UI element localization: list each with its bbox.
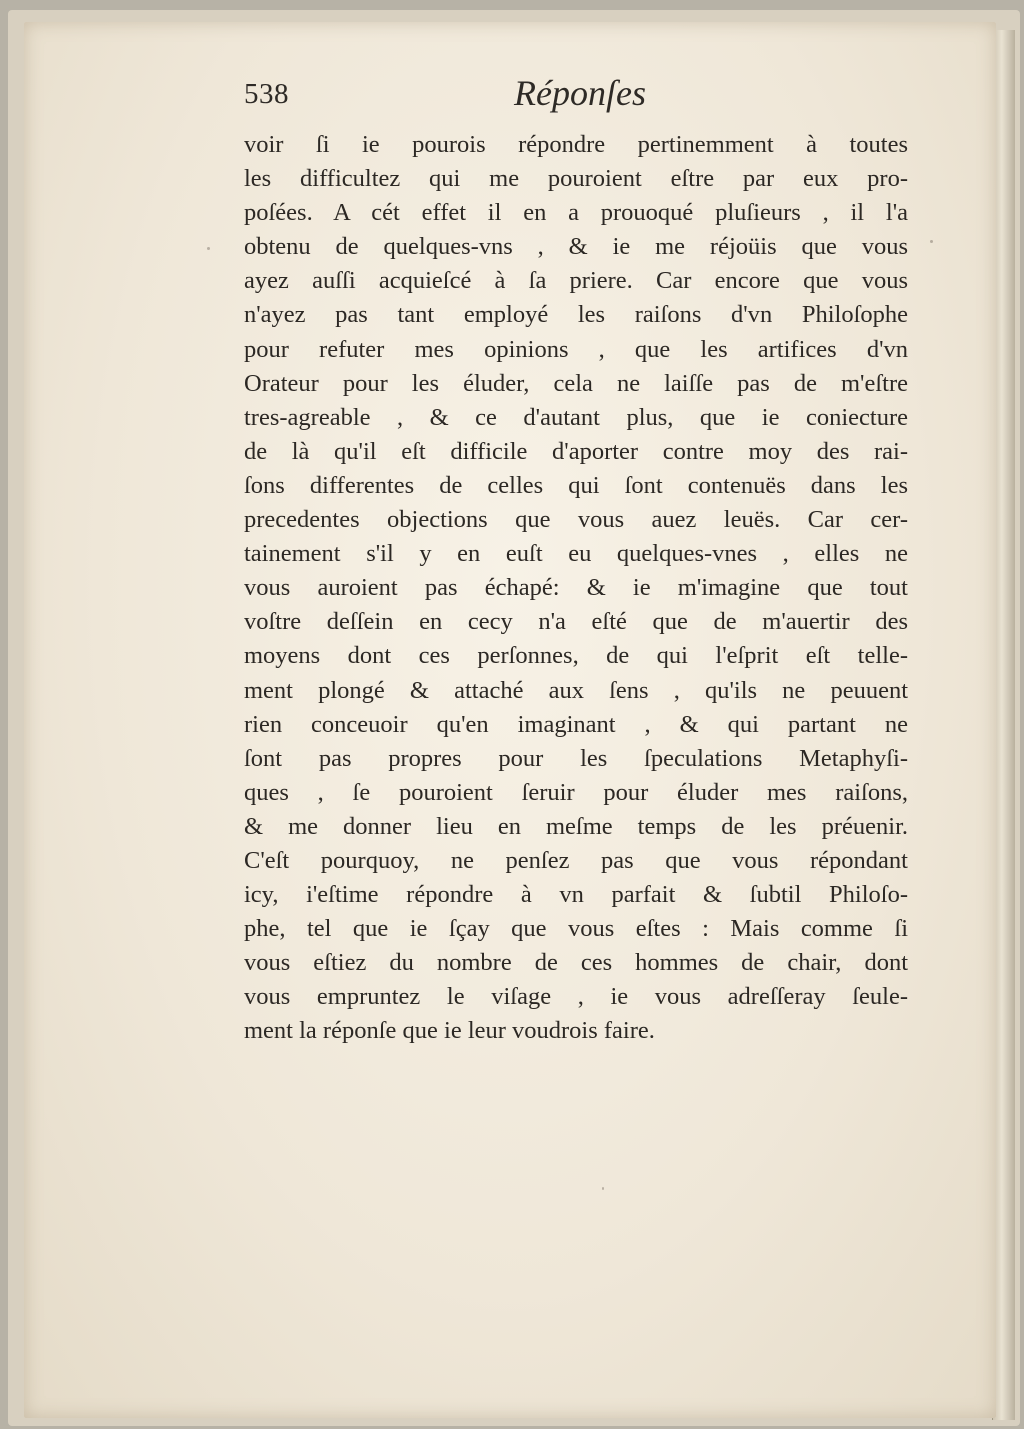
text-line: C'eſt pourquoy, ne penſez pas que vous répondant: [244, 846, 908, 874]
text-line: precedentes objections que vous auez leuës. Car cer-: [244, 506, 908, 534]
text-line: icy, i'eſtime répondre à vn parfait & ſubtil Philoſo-: [244, 881, 908, 909]
text-line: n'ayez pas tant employé les raiſons d'vn Philoſophe: [244, 301, 908, 329]
text-line: de là qu'il eſt difficile d'aporter contre moy des rai-: [244, 437, 908, 465]
paper-speck: [930, 240, 933, 243]
text-line: ques , ſe pouroient ſeruir pour éluder mes raiſons,: [244, 778, 908, 806]
text-line: poſées. A cét effet il en a prouoqué pluſieurs , il l'a: [244, 199, 908, 227]
text-line: voſtre deſſein en cecy n'a eſté que de m'auertir des: [244, 608, 908, 636]
text-line: ſons differentes de celles qui ſont contenuës dans les: [244, 471, 908, 499]
text-line: tainement s'il y en euſt eu quelques-vnes , elles ne: [244, 540, 908, 568]
text-line: voir ſi ie pourois répondre pertinemment à toutes: [244, 131, 908, 158]
text-line: phe, tel que ie ſçay que vous eſtes : Mais comme ſi: [244, 915, 908, 943]
text-line: vous eſtiez du nombre de ces hommes de chair, dont: [244, 949, 908, 977]
text-line: moyens dont ces perſonnes, de qui l'eſprit eſt telle-: [244, 642, 908, 670]
text-line: obtenu de quelques-vns , & ie me réjoüis que vous: [244, 233, 908, 261]
text-line: Orateur pour les éluder, cela ne laiſſe pas de m'eſtre: [244, 369, 908, 397]
body-text: [244, 128, 908, 1049]
text-line: vous auroient pas échapé: & ie m'imagine que tout: [244, 574, 908, 602]
text-line: ayez auſſi acquieſcé à ſa priere. Car encore que vous: [244, 267, 908, 295]
text-line: ſont pas propres pour les ſpeculations Metaphyſi-: [244, 744, 908, 772]
paper-speck: [207, 247, 210, 250]
page-header: [244, 72, 904, 122]
text-line: vous empruntez le viſage , ie vous adreſſeray ſeule-: [244, 983, 908, 1011]
paper-speck: [602, 1187, 604, 1190]
text-line: pour refuter mes opinions , que les artifices d'vn: [244, 335, 908, 363]
page-number: 538: [244, 78, 289, 110]
running-head: Réponſes: [514, 73, 646, 113]
text-line: ment plongé & attaché aux ſens , qu'ils ne peuuent: [244, 676, 908, 704]
text-line: les difficultez qui me pouroient eſtre par eux pro-: [244, 165, 908, 193]
text-line: tres-agreable , & ce d'autant plus, que ie coniecture: [244, 403, 908, 431]
text-line: rien conceuoir qu'en imaginant , & qui partant ne: [244, 710, 908, 738]
text-line: & me donner lieu en meſme temps de les préuenir.: [244, 812, 908, 840]
text-line: ment la réponſe que ie leur voudrois faire.: [244, 1017, 655, 1045]
